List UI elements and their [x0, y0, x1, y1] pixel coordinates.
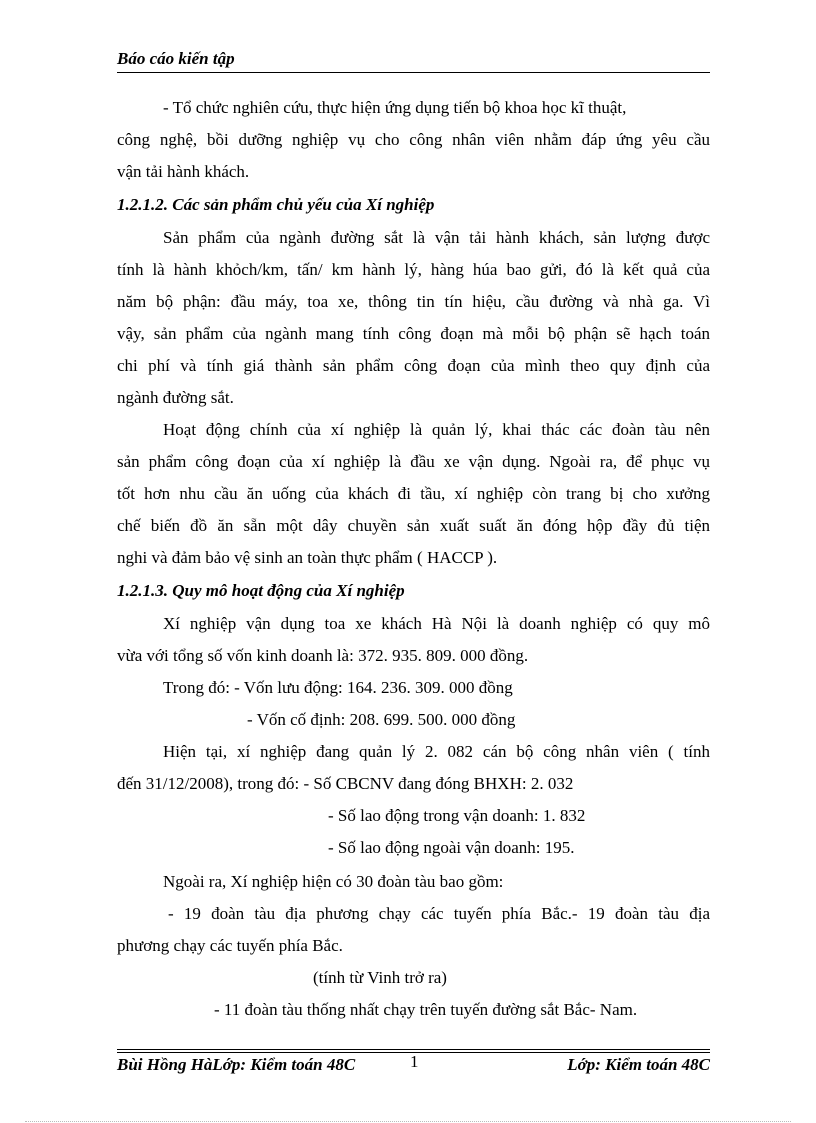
footer-author: Bùi Hồng HàLớp: Kiểm toán 48C [117, 1055, 356, 1074]
paragraph-line: Xí nghiệp vận dụng toa xe khách Hà Nội là doanh nghiệp có quy mô [163, 614, 710, 633]
page-number: 1 [410, 1052, 419, 1071]
paragraph-line: chi phí và tính giá thành sản phẩm công đoạn của mình theo quy định của [117, 356, 710, 375]
paragraph-line: sản phẩm công đoạn của xí nghiệp là đầu xe vận dụng. Ngoài ra, để phục vụ [117, 452, 710, 471]
paragraph-line: vừa với tổng số vốn kinh doanh là: 372. 935. 809. 000 đồng. [117, 646, 529, 665]
page-header-title: Báo cáo kiến tập [117, 46, 710, 73]
page-edge-divider [25, 1121, 791, 1122]
paragraph-line: vận tải hành khách. [117, 162, 250, 181]
paragraph-line: năm bộ phận: đầu máy, toa xe, thông tin tín hiệu, cầu đường và nhà ga. Vì [117, 292, 710, 311]
paragraph-line: Sản phẩm của ngành đường sắt là vận tải hành khách, sản lượng được [163, 228, 710, 247]
section-heading: 1.2.1.3. Quy mô hoạt động của Xí nghiệp [117, 581, 405, 600]
paragraph-line: tính là hành khỏch/km, tấn/ km hành lý, hàng húa bao gửi, đó là kết quả của [117, 260, 710, 279]
paragraph-line: - 19 đoàn tàu địa phương chạy các tuyến phía Bắc.- 19 đoàn tàu địa [168, 904, 710, 923]
paragraph-line: nghi và đảm bảo vệ sinh an toàn thực phẩm ( HACCP ). [117, 548, 498, 567]
paragraph-line: Hiện tại, xí nghiệp đang quản lý 2. 082 cán bộ công nhân viên ( tính [163, 742, 710, 761]
paragraph-line: phương chạy các tuyến phía Bắc. [117, 936, 343, 955]
paragraph-line: công nghệ, bồi dưỡng nghiệp vụ cho công nhân viên nhằm đáp ứng yêu cầu [117, 130, 710, 149]
paragraph-line: - Vốn cố định: 208. 699. 500. 000 đồng [247, 710, 516, 729]
paragraph-line: - Số lao động ngoài vận doanh: 195. [328, 838, 575, 857]
paragraph-line: Trong đó: - Vốn lưu động: 164. 236. 309. 000 đồng [163, 678, 513, 697]
paragraph-line: tốt hơn nhu cầu ăn uống của khách đi tầu, xí nghiệp còn trang bị cho xưởng [117, 484, 710, 503]
paragraph-line: chế biến đồ ăn sẵn một dây chuyền sản xuất suất ăn đóng hộp đầy đủ tiện [117, 516, 710, 535]
paragraph-line: - 11 đoàn tàu thống nhất chạy trên tuyến đường sắt Bắc- Nam. [214, 1000, 638, 1019]
paragraph-line: Ngoài ra, Xí nghiệp hiện có 30 đoàn tàu bao gồm: [163, 872, 504, 891]
paragraph-line: Hoạt động chính của xí nghiệp là quản lý, khai thác các đoàn tàu nên [163, 420, 710, 439]
paragraph-line: ngành đường sắt. [117, 388, 234, 407]
paragraph-line: đến 31/12/2008), trong đó: - Số CBCNV đang đóng BHXH: 2. 032 [117, 774, 574, 793]
paragraph-line: (tính từ Vinh trở ra) [313, 968, 447, 987]
paragraph-line: vậy, sản phẩm của ngành mang tính công đoạn mà mỗi bộ phận sẽ hạch toán [117, 324, 710, 343]
footer-rule-top [117, 1049, 710, 1050]
paragraph-line: - Tổ chức nghiên cứu, thực hiện ứng dụng tiến bộ khoa học kĩ thuật, [163, 98, 627, 117]
paragraph-line: - Số lao động trong vận doanh: 1. 832 [328, 806, 586, 825]
footer-class: Lớp: Kiểm toán 48C [567, 1055, 710, 1074]
section-heading: 1.2.1.2. Các sản phẩm chủ yếu của Xí nghiệp [117, 195, 435, 214]
